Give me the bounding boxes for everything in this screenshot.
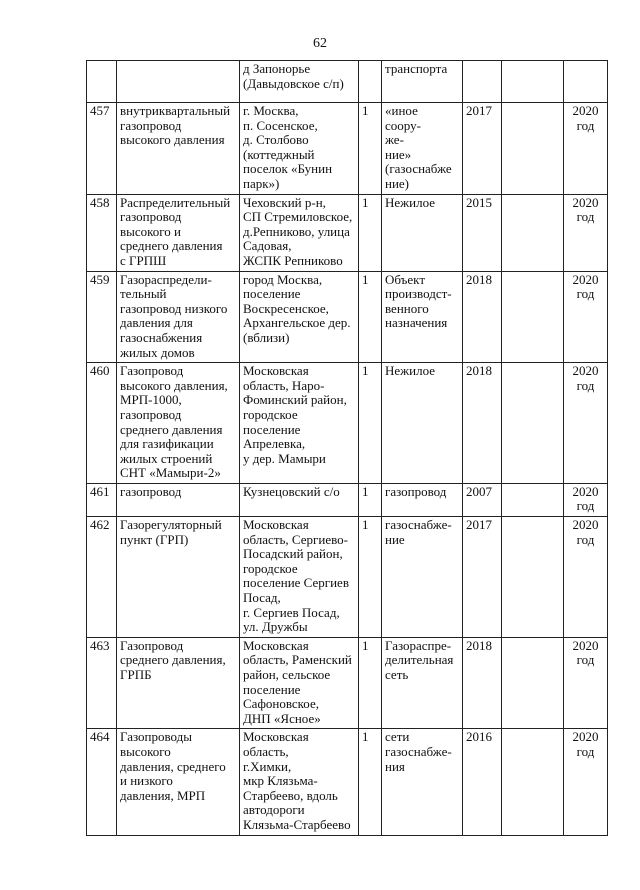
- empty-cell: [502, 194, 564, 271]
- address-cell: д Запонорье (Давыдовское с/п): [240, 61, 359, 103]
- year-cell: 2017: [463, 517, 502, 638]
- year-cell: 2015: [463, 194, 502, 271]
- row-number-cell: 462: [87, 517, 117, 638]
- table-row: [87, 61, 608, 103]
- year-cell: 2018: [463, 637, 502, 729]
- page-number: 62: [313, 36, 327, 51]
- table-row: [87, 103, 608, 195]
- year-cell: 2018: [463, 363, 502, 484]
- address-cell: город Москва, поселение Воскресенское, Архангельское дер. (вблизи): [240, 271, 359, 363]
- quantity-cell: 1: [359, 103, 382, 195]
- purpose-cell: сети газоснабже- ния: [382, 729, 463, 835]
- table-row: [87, 363, 608, 484]
- quantity-cell: 1: [359, 637, 382, 729]
- date-cell: 2020 год: [564, 483, 608, 516]
- row-number-cell: 457: [87, 103, 117, 195]
- table-row: [87, 637, 608, 729]
- quantity-cell: 1: [359, 517, 382, 638]
- quantity-cell: 1: [359, 271, 382, 363]
- year-cell: 2017: [463, 103, 502, 195]
- quantity-cell: 1: [359, 483, 382, 516]
- date-cell: [564, 61, 608, 103]
- purpose-cell: «иное соору- же- ние» (газоснабже ние): [382, 103, 463, 195]
- object-name-cell: Газораспредели- тельный газопровод низкого давления для газоснабжения жилых домов: [117, 271, 240, 363]
- empty-cell: [502, 517, 564, 638]
- empty-cell: [502, 271, 564, 363]
- year-cell: 2016: [463, 729, 502, 835]
- date-cell: 2020 год: [564, 363, 608, 484]
- date-cell: 2020 год: [564, 103, 608, 195]
- registry-table: [86, 60, 608, 836]
- object-name-cell: Распределительный газопровод высокого и среднего давления с ГРПШ: [117, 194, 240, 271]
- purpose-cell: газоснабже- ние: [382, 517, 463, 638]
- object-name-cell: газопровод: [117, 483, 240, 516]
- address-cell: Московская область, Наро- Фоминский район, городское поселение Апрелевка, у дер. Мамыри: [240, 363, 359, 484]
- address-cell: Московская область, г.Химки, мкр Клязьма- Старбеево, вдоль автодороги Клязьма-Старбеево: [240, 729, 359, 835]
- date-cell: 2020 год: [564, 729, 608, 835]
- row-number-cell: [87, 61, 117, 103]
- object-name-cell: внутриквартальный газопровод высокого давления: [117, 103, 240, 195]
- quantity-cell: [359, 61, 382, 103]
- address-cell: г. Москва, п. Сосенское, д. Столбово (коттеджный поселок «Бунин парк»): [240, 103, 359, 195]
- empty-cell: [502, 363, 564, 484]
- purpose-cell: Нежилое: [382, 363, 463, 484]
- table-row: [87, 517, 608, 638]
- table-row: [87, 194, 608, 271]
- purpose-cell: газопровод: [382, 483, 463, 516]
- row-number-cell: 458: [87, 194, 117, 271]
- empty-cell: [502, 103, 564, 195]
- empty-cell: [502, 637, 564, 729]
- purpose-cell: транспорта: [382, 61, 463, 103]
- object-name-cell: Газопроводы высокого давления, среднего и низкого давления, МРП: [117, 729, 240, 835]
- empty-cell: [502, 483, 564, 516]
- row-number-cell: 463: [87, 637, 117, 729]
- address-cell: Московская область, Раменский район, сельское поселение Сафоновское, ДНП «Ясное»: [240, 637, 359, 729]
- table-body: [87, 61, 608, 836]
- year-cell: [463, 61, 502, 103]
- quantity-cell: 1: [359, 194, 382, 271]
- object-name-cell: Газопровод высокого давления, МРП-1000, газопровод среднего давления для газификации жилых строений СНТ «Мамыри-2»: [117, 363, 240, 484]
- object-name-cell: Газорегуляторный пункт (ГРП): [117, 517, 240, 638]
- address-cell: Кузнецовский с/о: [240, 483, 359, 516]
- row-number-cell: 460: [87, 363, 117, 484]
- quantity-cell: 1: [359, 363, 382, 484]
- quantity-cell: 1: [359, 729, 382, 835]
- date-cell: 2020 год: [564, 637, 608, 729]
- purpose-cell: Газораспре- делительная сеть: [382, 637, 463, 729]
- table-row: [87, 729, 608, 835]
- object-name-cell: [117, 61, 240, 103]
- purpose-cell: Объект производст- венного назначения: [382, 271, 463, 363]
- empty-cell: [502, 729, 564, 835]
- address-cell: Московская область, Сергиево- Посадский район, городское поселение Сергиев Посад, г. Сергиев Посад, ул. Дружбы: [240, 517, 359, 638]
- row-number-cell: 464: [87, 729, 117, 835]
- date-cell: 2020 год: [564, 271, 608, 363]
- row-number-cell: 459: [87, 271, 117, 363]
- empty-cell: [502, 61, 564, 103]
- table-row: [87, 271, 608, 363]
- purpose-cell: Нежилое: [382, 194, 463, 271]
- table-row: [87, 483, 608, 516]
- date-cell: 2020 год: [564, 194, 608, 271]
- address-cell: Чеховский р-н, СП Стремиловское, д.Репниково, улица Садовая, ЖСПК Репниково: [240, 194, 359, 271]
- object-name-cell: Газопровод среднего давления, ГРПБ: [117, 637, 240, 729]
- row-number-cell: 461: [87, 483, 117, 516]
- year-cell: 2007: [463, 483, 502, 516]
- date-cell: 2020 год: [564, 517, 608, 638]
- year-cell: 2018: [463, 271, 502, 363]
